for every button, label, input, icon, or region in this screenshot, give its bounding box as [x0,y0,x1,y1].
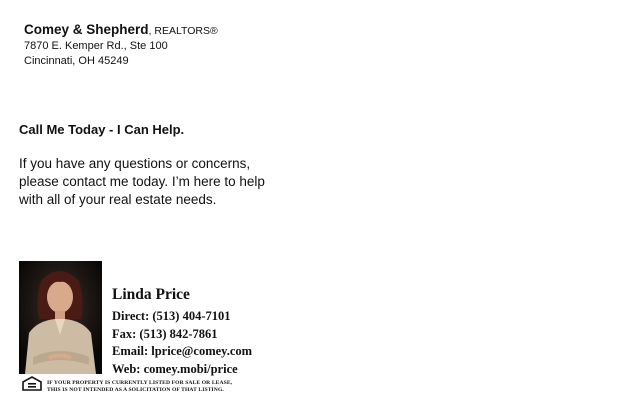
agent-name: Linda Price [112,286,190,303]
street-address: 7870 E. Kemper Rd., Ste 100 [24,40,168,52]
agent-photo [19,261,102,374]
return-address [24,22,218,69]
agent-contact [112,286,252,378]
agent-fax: Fax: (513) 842-7861 [112,326,218,341]
company-name [24,22,218,39]
company-suffix: , REALTORS® [148,25,218,37]
city-state-zip: Cincinnati, OH 45249 [24,55,129,67]
agent-website: Web: comey.mobi/price [112,361,238,376]
listing-disclaimer [47,380,232,394]
message-heading: Call Me Today - I Can Help. [19,122,185,137]
agent-direct-phone: Direct: (513) 404-7101 [112,309,231,323]
message-body: If you have any questions or concerns, please contact me today. I’m here to help with all of your real estate needs. [19,156,265,207]
company-name-text: Comey & Shepherd [24,22,149,37]
disclaimer-line-2: THIS IS NOT INTENDED AS A SOLICITATION OF THAT LISTING. [47,387,224,393]
agent-email: Email: lprice@comey.com [112,344,253,358]
equal-housing-icon [21,376,43,392]
disclaimer-line-1: IF YOUR PROPERTY IS CURRENTLY LISTED FOR SALE OR LEASE, [47,380,233,386]
